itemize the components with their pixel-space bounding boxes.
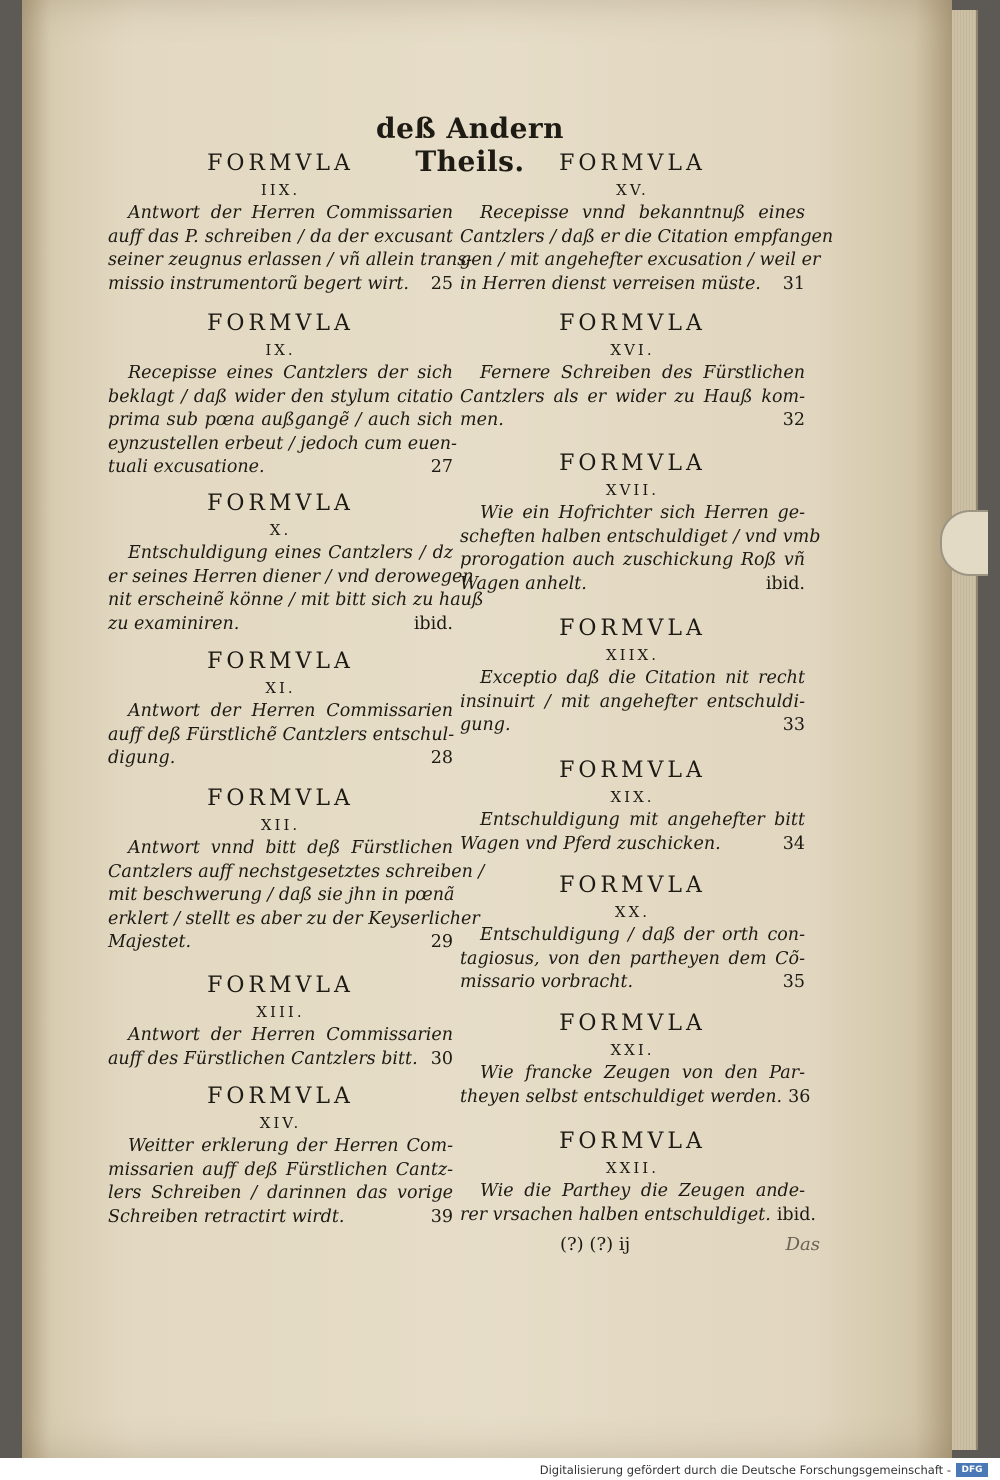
formula-numeral: XII. [260, 816, 301, 834]
description-line: Exceptio daß die Citation nit recht [480, 668, 805, 688]
formula-heading: FORMVLA [559, 873, 706, 898]
signature-mark: (?) (?) ij [560, 1234, 631, 1255]
description-line: mit beschwerung / daß sie jhn in pœnã [108, 885, 455, 905]
description-text: missario vorbracht. [460, 972, 634, 992]
toc-entry [108, 490, 484, 636]
description-line [460, 409, 805, 433]
description-text: missio instrumentorũ begert wirt. [108, 273, 409, 294]
formula-numeral: XIII. [256, 1003, 305, 1021]
formula-description [108, 700, 453, 771]
formula-description [108, 362, 457, 480]
formula-description [108, 542, 484, 636]
toc-entry [108, 785, 485, 955]
formula-heading: FORMVLA [207, 491, 354, 516]
formula-heading: FORMVLA [207, 311, 354, 336]
description-line: missarien auff deß Fürstlichen Cantz- [108, 1159, 453, 1180]
description-text: auff des Fürstlichen Cantzlers bitt. [108, 1048, 418, 1069]
formula-description [460, 924, 805, 995]
description-text: theyen selbst entschuldiget werden. [460, 1086, 783, 1107]
toc-entry [460, 1128, 816, 1227]
formula-description [460, 502, 821, 596]
page-reference: 34 [782, 833, 805, 854]
page-reference: 30 [430, 1048, 453, 1069]
formula-numeral: XXII. [606, 1159, 659, 1177]
description-line: Cantzlers als er wider zu Hauß kom- [460, 386, 805, 407]
formula-description [108, 1024, 453, 1071]
description-line [108, 613, 453, 637]
description-line: Weitter erklerung der Herren Com- [128, 1136, 453, 1156]
description-line: gen / mit angehefter excusation / weil er [460, 250, 821, 270]
description-line: Recepisse vnnd bekanntnuß eines [480, 203, 805, 223]
description-line: tagiosus, von den partheyen dem Cõ- [460, 948, 805, 969]
page-reference: 39 [430, 1206, 453, 1227]
formula-heading: FORMVLA [559, 1129, 706, 1154]
description-text: men. [460, 410, 504, 430]
description-text: Wagen anhelt. [460, 573, 587, 594]
description-line: auff das P. schreiben / da der excusant [108, 226, 453, 247]
page-edge [950, 10, 978, 1450]
toc-entry [460, 310, 805, 433]
description-line: Wie ein Hofrichter sich Herren ge- [480, 503, 805, 523]
formula-numeral: IX. [265, 341, 296, 359]
description-line: Entschuldigung mit angehefter bitt [480, 810, 805, 830]
toc-entry [460, 872, 805, 995]
formula-heading: FORMVLA [207, 786, 354, 811]
formula-description [460, 1180, 816, 1227]
description-text: tuali excusatione. [108, 457, 265, 477]
page-reference: 31 [782, 273, 805, 294]
description-line: insinuirt / mit angehefter entschuldi- [460, 691, 805, 712]
description-line: prima sub pœna außgangẽ / auch sich [108, 410, 453, 430]
toc-entry [460, 150, 834, 296]
formula-description [460, 809, 805, 856]
formula-description [108, 1135, 453, 1229]
description-text: in Herren dienst verreisen müste. [460, 273, 761, 294]
formula-heading: FORMVLA [559, 451, 706, 476]
description-line: Antwort vnnd bitt deß Fürstlichen [128, 838, 453, 858]
toc-entry [108, 1083, 453, 1229]
formula-heading: FORMVLA [559, 311, 706, 336]
formula-description [460, 667, 805, 738]
description-text: zu examiniren. [108, 613, 240, 634]
dfg-logo: DFG [956, 1463, 988, 1477]
footer-text: Digitalisierung gefördert durch die Deutsche Forschungsgemeinschaft - [539, 1463, 951, 1477]
formula-numeral: XIV. [259, 1114, 302, 1132]
description-line [460, 971, 805, 995]
formula-numeral: IIX. [260, 181, 301, 199]
toc-entry [460, 450, 821, 596]
page-reference: 28 [430, 748, 453, 768]
description-line: erklert / stellt es aber zu der Keyserlicher [108, 908, 480, 929]
formula-numeral: XIIX. [606, 646, 659, 664]
description-line [460, 714, 805, 738]
formula-numeral: XXI. [610, 1041, 655, 1059]
formula-numeral: X. [269, 521, 292, 539]
page-reference: 32 [782, 410, 805, 430]
toc-entry [460, 615, 805, 738]
description-line: Antwort der Herren Commissarien [128, 203, 453, 223]
description-line [108, 931, 453, 955]
description-text: gung. [460, 715, 511, 735]
signature-line [560, 1234, 820, 1255]
description-line [108, 1048, 453, 1072]
description-line: scheften halben entschuldiget / vnd vmb [460, 526, 821, 547]
formula-numeral: XI. [265, 679, 296, 697]
formula-numeral: XVI. [610, 341, 655, 359]
description-line: seiner zeugnus erlassen / vñ allein trans- [108, 250, 473, 270]
description-line [460, 1086, 811, 1110]
formula-heading: FORMVLA [559, 758, 706, 783]
description-text: Schreiben retractirt wirdt. [108, 1206, 345, 1227]
description-line: Cantzlers / daß er die Citation empfangen [460, 226, 834, 247]
description-line: Cantzlers auff nechstgesetztes schreiben / [108, 861, 485, 882]
formula-heading: FORMVLA [207, 1084, 354, 1109]
page-reference: ibid. [765, 573, 805, 594]
description-line [460, 833, 805, 857]
formula-heading: FORMVLA [559, 151, 706, 176]
description-line [108, 1206, 453, 1230]
description-line: prorogation auch zuschickung Roß vñ [460, 550, 805, 570]
description-text: rer vrsachen halben entschuldiget. [460, 1204, 771, 1225]
page-reference: 27 [430, 457, 453, 477]
description-text: Wagen vnd Pferd zuschicken. [460, 833, 721, 854]
description-line: Entschuldigung eines Cantzlers / dz [128, 543, 453, 563]
formula-numeral: XV. [616, 181, 649, 199]
page-reference: ibid. [776, 1204, 816, 1225]
description-line: beklagt / daß wider den stylum citatio [108, 386, 453, 407]
description-text: Majestet. [108, 932, 192, 952]
page-reference: 35 [782, 972, 805, 992]
description-line: Recepisse eines Cantzlers der sich [128, 363, 453, 383]
toc-entry [460, 1010, 811, 1109]
formula-description [460, 202, 834, 296]
formula-numeral: XVII. [605, 481, 660, 499]
toc-entry [108, 648, 453, 771]
formula-description [108, 837, 485, 955]
description-line: Wie francke Zeugen von den Par- [480, 1063, 805, 1083]
description-line [460, 1204, 816, 1228]
footer [540, 1462, 988, 1478]
page-reference: 25 [430, 273, 453, 294]
description-line: auff deß Fürstlichẽ Cantzlers entschul- [108, 724, 455, 745]
toc-entry [108, 310, 457, 480]
description-line [108, 456, 453, 480]
page-reference: 29 [430, 932, 453, 952]
description-line: nit erscheinẽ könne / mit bitt sich zu hauß [108, 590, 484, 610]
formula-numeral: XIX. [610, 788, 655, 806]
toc-entry [108, 972, 453, 1071]
formula-description [460, 1062, 811, 1109]
formula-description [460, 362, 805, 433]
toc-entry [108, 150, 473, 296]
running-head: deß Andern Theils. [376, 112, 564, 178]
catchword: Das [785, 1234, 820, 1255]
formula-numeral: XX. [614, 903, 651, 921]
description-line [460, 573, 805, 597]
description-line: lers Schreiben / darinnen das vorige [108, 1183, 453, 1203]
description-line: Entschuldigung / daß der orth con- [480, 925, 805, 945]
toc-entry [460, 757, 805, 856]
description-line: Antwort der Herren Commissarien [128, 701, 453, 721]
formula-description [108, 202, 473, 296]
formula-heading: FORMVLA [207, 649, 354, 674]
formula-heading: FORMVLA [207, 973, 354, 998]
description-text: digung. [108, 748, 176, 768]
description-line [108, 747, 453, 771]
page-reference: 36 [788, 1086, 811, 1107]
description-line: Fernere Schreiben des Fürstlichen [480, 363, 805, 383]
page-reference: ibid. [413, 613, 453, 634]
formula-heading: FORMVLA [207, 151, 354, 176]
page-reference: 33 [782, 715, 805, 735]
formula-heading: FORMVLA [559, 616, 706, 641]
description-line: eynzustellen erbeut / jedoch cum euen- [108, 433, 457, 454]
clasp-tab [940, 510, 988, 576]
description-line: Wie die Parthey die Zeugen ande- [480, 1181, 805, 1201]
description-line: Antwort der Herren Commissarien [128, 1025, 453, 1045]
description-line [460, 273, 805, 297]
description-line: er seines Herren diener / vnd derowegen [108, 566, 474, 587]
formula-heading: FORMVLA [559, 1011, 706, 1036]
description-line [108, 273, 453, 297]
